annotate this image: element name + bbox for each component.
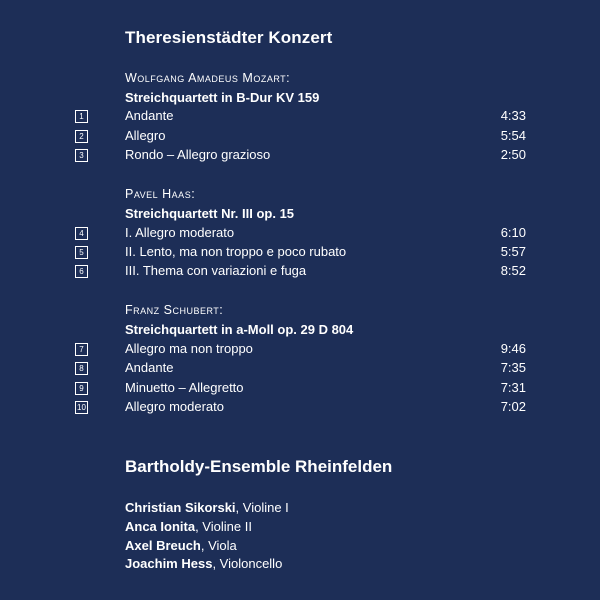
track-title: Minuetto – Allegretto (125, 380, 244, 395)
track-title: I. Allegro moderato (125, 225, 235, 240)
ensemble-name: Bartholdy-Ensemble Rheinfelden (125, 457, 393, 476)
track-title: Allegro (125, 128, 166, 143)
track-duration: 8:52 (500, 263, 526, 278)
track-title: Andante (125, 108, 174, 123)
composer-schubert: Franz Schubert: (125, 303, 224, 317)
musician-credit (125, 500, 289, 515)
work-schubert: Streichquartett in a-Moll op. 29 D 804 (125, 322, 354, 337)
track-number: 2 (75, 130, 88, 143)
track-row (0, 399, 600, 417)
musician-name: Christian Sikorski (125, 500, 236, 515)
track-row (0, 244, 600, 262)
track-number: 8 (75, 362, 88, 375)
track-duration: 4:33 (500, 108, 526, 123)
track-row (0, 263, 600, 281)
musician-instrument: , Violine I (235, 500, 289, 515)
track-title: Allegro ma non troppo (125, 341, 253, 356)
composer-mozart: Wolfgang Amadeus Mozart: (125, 71, 291, 85)
track-duration: 7:31 (500, 380, 526, 395)
musician-name: Anca Ionita (125, 519, 196, 534)
track-duration: 9:46 (500, 341, 526, 356)
track-row (0, 225, 600, 243)
track-duration: 2:50 (500, 147, 526, 162)
track-row (0, 341, 600, 359)
track-row (0, 128, 600, 146)
musician-instrument: , Violoncello (212, 556, 283, 571)
musician-credit (125, 538, 237, 553)
musician-credit (125, 519, 252, 534)
track-number: 6 (75, 265, 88, 278)
track-row (0, 147, 600, 165)
track-title: Allegro moderato (125, 399, 224, 414)
track-number: 7 (75, 343, 88, 356)
track-duration: 7:35 (500, 360, 526, 375)
musician-instrument: , Viola (200, 538, 237, 553)
track-duration: 5:54 (500, 128, 526, 143)
track-title: II. Lento, ma non troppo e poco rubato (125, 244, 347, 259)
work-mozart: Streichquartett in B-Dur KV 159 (125, 90, 320, 105)
track-title: III. Thema con variazioni e fuga (125, 263, 307, 278)
track-title: Andante (125, 360, 174, 375)
musician-instrument: , Violine II (195, 519, 252, 534)
track-number: 3 (75, 149, 88, 162)
track-duration: 5:57 (500, 244, 526, 259)
track-title: Rondo – Allegro grazioso (125, 147, 271, 162)
musician-name: Axel Breuch (125, 538, 201, 553)
track-number: 1 (75, 110, 88, 123)
album-title: Theresienstädter Konzert (125, 28, 333, 47)
track-row (0, 360, 600, 378)
track-row (0, 380, 600, 398)
work-haas: Streichquartett Nr. III op. 15 (125, 206, 295, 221)
track-number: 5 (75, 246, 88, 259)
track-row (0, 108, 600, 126)
musician-name: Joachim Hess (125, 556, 213, 571)
track-number: 9 (75, 382, 88, 395)
track-number: 10 (75, 401, 88, 414)
track-number: 4 (75, 227, 88, 240)
track-duration: 7:02 (500, 399, 526, 414)
composer-haas: Pavel Haas: (125, 187, 196, 201)
musician-credit (125, 556, 282, 571)
track-duration: 6:10 (500, 225, 526, 240)
